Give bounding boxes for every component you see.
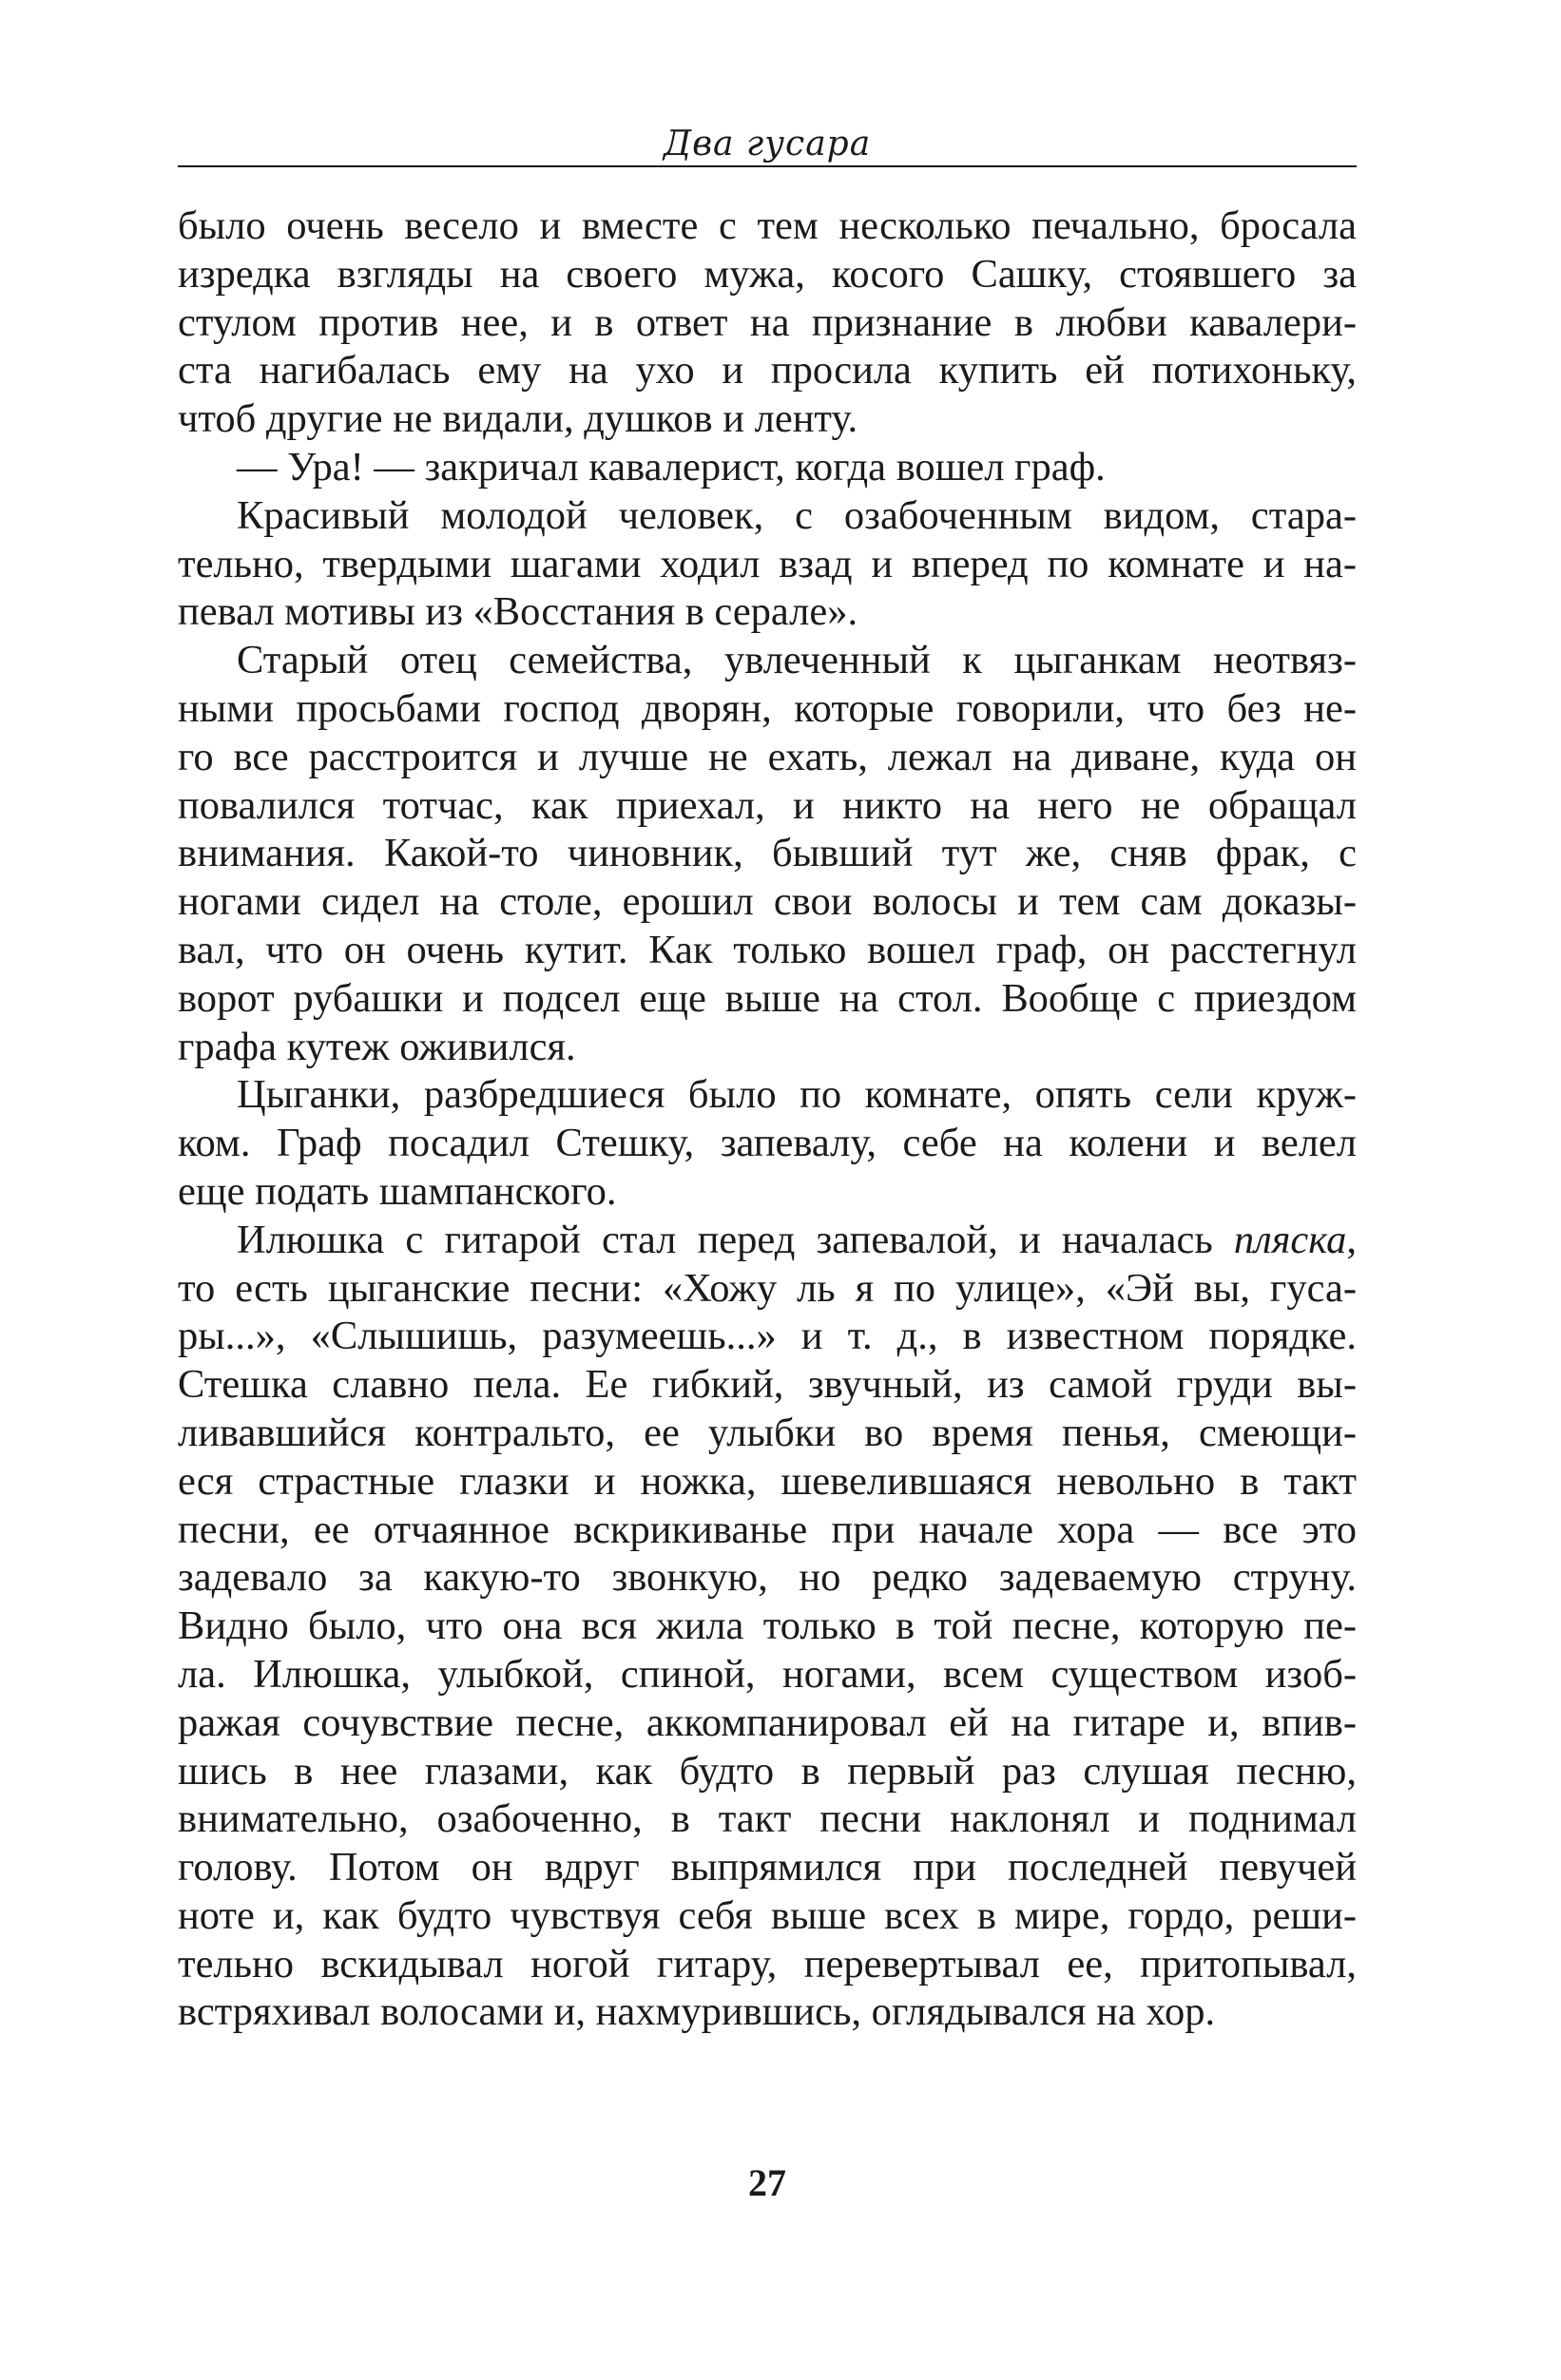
text-line: Красивый молодой человек, с озабоченным видом, стара- bbox=[237, 492, 1357, 538]
header-rule bbox=[178, 165, 1357, 167]
text-run: , bbox=[1346, 1217, 1357, 1262]
text-line: Цыганки, разбредшиеся было по комнате, опять сели круж- bbox=[237, 1072, 1357, 1118]
text-line: внимания. Какой-то чиновник, бывший тут же, сняв фрак, с bbox=[178, 831, 1357, 876]
text-line: стулом против нее, и в ответ на признание в любви кавалери- bbox=[178, 299, 1357, 345]
text-line: песни, ее отчаянное вскрикиванье при начале хора — все это bbox=[178, 1507, 1357, 1552]
text-line: повалился тотчас, как приехал, и никто на него не обращал bbox=[178, 782, 1357, 828]
text-line: Стешка славно пела. Ее гибкий, звучный, из самой груди вы- bbox=[178, 1362, 1357, 1408]
text-line: внимательно, озабоченно, в такт песни наклонял и поднимал bbox=[178, 1796, 1357, 1842]
text-line: тельно вскидывал ногой гитару, перевертывал ее, притопывал, bbox=[178, 1941, 1357, 1987]
text-line: тельно, твердыми шагами ходил взад и вперед по комнате и на- bbox=[178, 541, 1357, 586]
text-line: Видно было, что она вся жила только в той песне, которую пе- bbox=[178, 1603, 1357, 1649]
text-line: было очень весело и вместе с тем несколько печально, бросала bbox=[178, 203, 1357, 248]
text-line: голову. Потом он вдруг выпрямился при последней певучей bbox=[178, 1845, 1357, 1891]
text-line: встряхивал волосами и, нахмурившись, оглядывался на хор. bbox=[178, 1989, 1216, 2035]
running-head: Два гусара bbox=[663, 125, 872, 163]
text-line: — Ура! — закричал кавалерист, когда вошел граф. bbox=[237, 444, 1106, 489]
text-line: ражая сочувствие песне, аккомпанировал ей на гитаре и, впив- bbox=[178, 1699, 1357, 1745]
text-line: изредка взгляды на своего мужа, косого Сашку, стоявшего за bbox=[178, 251, 1357, 297]
text-line: ком. Граф посадил Стешку, запевалу, себе на колени и велел bbox=[178, 1121, 1357, 1166]
text-line: ными просьбами господ дворян, которые говорили, что без не- bbox=[178, 685, 1357, 731]
text-line: то есть цыганские песни: «Хожу ль я по улице», «Эй вы, гуса- bbox=[178, 1265, 1357, 1311]
text-line: певал мотивы из «Восстания в серале». bbox=[178, 589, 858, 635]
text-line-with-emphasis bbox=[178, 1217, 1357, 1265]
text-line: ногами сидел на столе, ерошил свои волосы и тем сам доказы- bbox=[178, 879, 1357, 925]
text-line: ворот рубашки и подсел еще выше на стол. Вообще с приездом bbox=[178, 975, 1357, 1021]
text-line: шись в нее глазами, как будто в первый раз слушая песню, bbox=[178, 1748, 1357, 1794]
text-line: задевало за какую-то звонкую, но редко задеваемую струну. bbox=[178, 1555, 1357, 1601]
text-line: еся страстные глазки и ножка, шевелившаяся невольно в такт bbox=[178, 1458, 1357, 1504]
text-line: графа кутеж оживился. bbox=[178, 1024, 576, 1069]
text-line: еще подать шампанского. bbox=[178, 1168, 617, 1214]
body-text bbox=[178, 202, 1357, 2037]
emphasized-word: пляска bbox=[1233, 1217, 1347, 1262]
text-line: ста нагибалась ему на ухо и просила купить ей потихоньку, bbox=[178, 348, 1357, 393]
text-line: ла. Илюшка, улыбкой, спиной, ногами, всем существом изоб- bbox=[178, 1651, 1357, 1697]
text-line: ноте и, как будто чувствуя себя выше всех в мире, гордо, реши- bbox=[178, 1892, 1357, 1938]
page-number: 27 bbox=[748, 2161, 786, 2204]
text-line: го все расстроится и лучше не ехать, лежал на диване, куда он bbox=[178, 734, 1357, 779]
text-line: ливавшийся контральто, ее улыбки во время пенья, смеющи- bbox=[178, 1410, 1357, 1455]
text-line: чтоб другие не видали, душков и ленту. bbox=[178, 396, 858, 442]
text-line: ры...», «Слышишь, разумеешь...» и т. д., в известном порядке. bbox=[178, 1314, 1357, 1359]
text-line: Старый отец семейства, увлеченный к цыганкам неотвяз- bbox=[237, 638, 1357, 683]
text-line: вал, что он очень кутит. Как только вошел граф, он расстегнул bbox=[178, 927, 1357, 972]
text-run: Илюшка с гитарой стал перед запевалой, и началась bbox=[237, 1217, 1234, 1262]
